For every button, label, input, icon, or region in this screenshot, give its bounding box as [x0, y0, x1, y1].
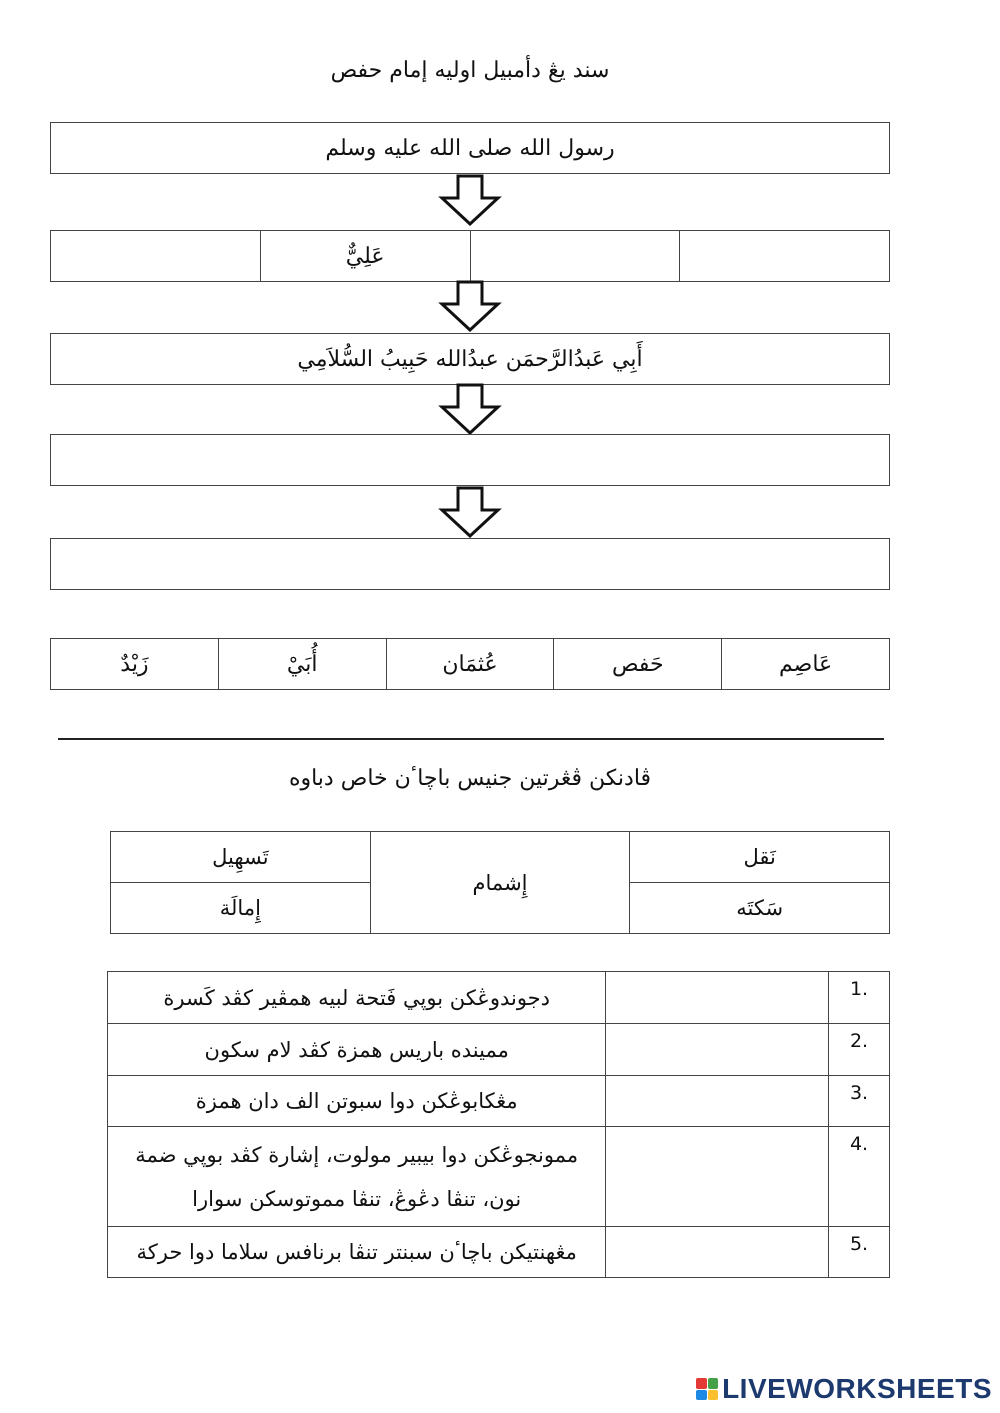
term-naql[interactable]: نَقل [630, 832, 890, 883]
chain-answer-box-5[interactable] [50, 538, 890, 590]
name-bank-item[interactable]: حَفص [553, 639, 721, 689]
chain-box-abu-abdurrahman-text: أَبِي عَبدُالرَّحمَن عبدُالله حَبِيبُ السُّلاَمِي [297, 346, 643, 372]
term-tashil[interactable]: تَسهِيل [111, 832, 371, 883]
definition-text: دجوندوڠكن بوڽي فَتحة لبيه همڤير كڤد كَسرة [108, 972, 606, 1024]
definitions-table [107, 971, 890, 1278]
liveworksheets-logo-mark [696, 1378, 718, 1400]
question-number: 5. [829, 1227, 890, 1278]
answer-slot[interactable] [606, 972, 829, 1024]
chain-answer-box-4[interactable] [50, 434, 890, 486]
answer-slot[interactable] [606, 1227, 829, 1278]
chain-box-abu-abdurrahman [50, 333, 890, 385]
term-ishmam[interactable]: إِشمام [370, 832, 630, 934]
answer-slot[interactable] [606, 1127, 829, 1227]
companion-slot-4[interactable] [51, 231, 260, 281]
name-bank-item[interactable]: عَاصِم [721, 639, 889, 689]
down-arrow-icon [438, 486, 502, 538]
term-imala[interactable]: إِمالَة [111, 883, 371, 934]
answer-slot[interactable] [606, 1024, 829, 1076]
terms-table [110, 831, 890, 934]
definition-text: ممينده باريس همزة كڤد لام سكون [108, 1024, 606, 1076]
down-arrow-icon [438, 280, 502, 332]
name-bank [50, 638, 890, 690]
down-arrow-icon [438, 174, 502, 226]
question-number: 1. [829, 972, 890, 1024]
chain-box-prophet [50, 122, 890, 174]
name-bank-item[interactable]: عُثمَان [386, 639, 554, 689]
section-divider [58, 738, 884, 740]
companion-slot-2[interactable] [470, 231, 680, 281]
question-number: 3. [829, 1076, 890, 1127]
liveworksheets-logo-text: LIVEWORKSHEETS [722, 1373, 992, 1404]
companion-slot-ali: عَلِيٌّ [260, 231, 470, 281]
definition-text: مڠهنتيكن باچاٴن سبنتر تنڤا برنافس سلاما دوا حركة [108, 1227, 606, 1278]
name-bank-item[interactable]: أُبَيْ [218, 639, 386, 689]
section2-title: ڤادنكن ڤڠرتين جنيس باچاٴن خاص دباوه [288, 766, 652, 791]
answer-slot[interactable] [606, 1076, 829, 1127]
definition-text: مڠكابوڠكن دوا سبوتن الف دان همزة [108, 1076, 606, 1127]
definition-text: ممونجوڠكن دوا بيبير مولوت، إشارة كڤد بوڽي ضمة نون، تنڤا دڠوڠ، تنڤا مموتوسكن سوارا [108, 1127, 606, 1227]
companion-slot-1[interactable] [679, 231, 889, 281]
question-number: 2. [829, 1024, 890, 1076]
question-number: 4. [829, 1127, 890, 1227]
liveworksheets-logo [696, 1373, 992, 1405]
chain-box-prophet-text: رسول الله صلى الله عليه وسلم [325, 135, 615, 161]
worksheet-title: سند يڠ دأمبيل اوليه إمام حفص [330, 58, 610, 83]
name-bank-item[interactable]: زَيْدٌ [120, 651, 149, 677]
term-sakta[interactable]: سَكتَه [630, 883, 890, 934]
down-arrow-icon [438, 383, 502, 435]
chain-row-companions [50, 230, 890, 282]
